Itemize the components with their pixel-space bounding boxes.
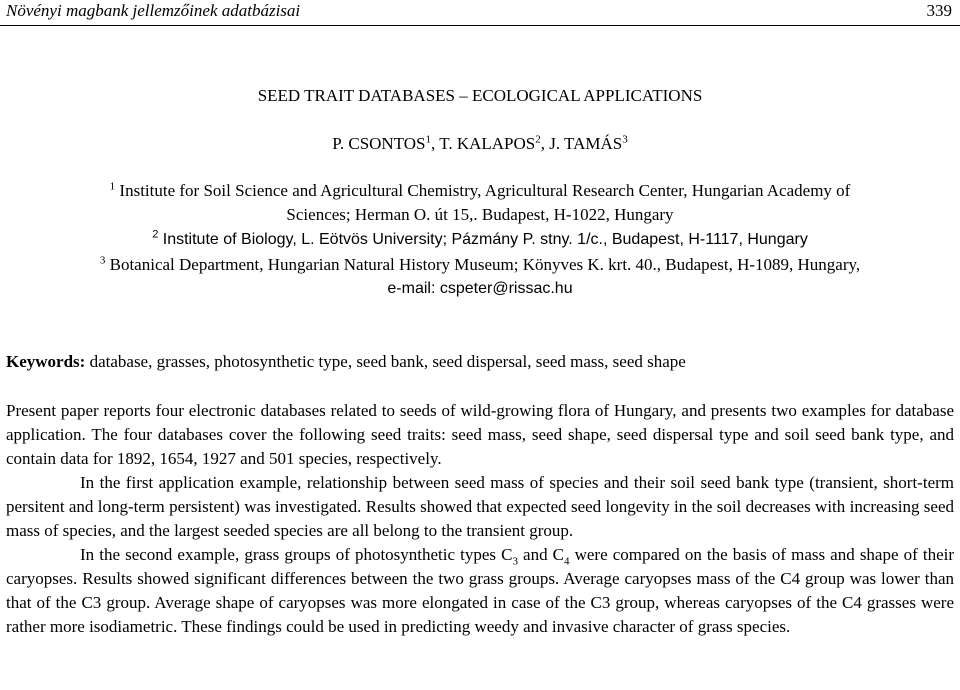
abstract-paragraph-3 (6, 543, 954, 639)
affiliation-3-number: 3 (99, 254, 106, 267)
c4-subscript: 4 (564, 555, 570, 568)
affiliation-2 (0, 229, 960, 251)
author-1: P. CSONTOS (332, 134, 426, 153)
abstract (6, 399, 954, 639)
author-3: J. TAMÁS (549, 134, 623, 153)
author-3-affil: 3 (622, 133, 628, 146)
c3-subscript: 3 (512, 555, 518, 568)
abstract-paragraph-3-text: and C (517, 545, 565, 564)
header-rule (0, 25, 960, 26)
affiliation-1-line-1 (0, 180, 960, 202)
author-separator: , (540, 134, 550, 153)
keywords (6, 351, 956, 373)
keywords-label: Keywords: (6, 352, 86, 371)
running-header (6, 0, 954, 24)
abstract-paragraph-3-text: In the second example, grass groups of photosynthetic types C (80, 545, 513, 564)
page-number: 339 (926, 1, 952, 20)
abstract-paragraph-1: Present paper reports four electronic databases related to seeds of wild-growing flora of Hungary, and presents two examples for database application. The four databases cover the following seed traits: seed mass, seed shape, seed dispersal type and soil seed bank type, and contain data for 1892, 1654, 1927 and 501 species, respectively. (6, 401, 954, 468)
author-2: T. KALAPOS (439, 134, 536, 153)
affiliation-1-number: 1 (109, 180, 116, 193)
affiliation-3 (0, 254, 960, 276)
affiliation-2-text: Institute of Biology, L. Eötvös University; Pázmány P. stny. 1/c., Budapest, H-1117, Hungary (158, 231, 808, 248)
paper-title: SEED TRAIT DATABASES – ECOLOGICAL APPLICATIONS (257, 86, 703, 105)
affiliation-1-line-2: Sciences; Herman O. út 15,. Budapest, H-1022, Hungary (286, 205, 674, 224)
abstract-paragraph-2: In the first application example, relationship between seed mass of species and their soil seed bank type (transient, short-term persitent and long-term persistent) was investigated. Results showed that expected seed longevity in the soil decreases with increasing seed mass of species, and the largest seeded species are all belong to the transient group. (6, 473, 954, 540)
running-title: Növényi magbank jellemzőinek adatbázisai (6, 1, 301, 20)
abstract-paragraph-3-text: were compared on the basis of mass and shape of their caryopses. Results showed significant differences between the two grass groups. Average caryopses mass of the C4 group was lower than that of the C3 group. Average shape of caryopses was more elongated in case of the C3 group, whereas caryopses of the C4 grasses were rather more isodiametric. These findings could be used in predicting weedy and invasive character of grass species. (6, 545, 955, 636)
author-separator: , (431, 134, 440, 153)
contact-email: e-mail: cspeter@rissac.hu (387, 280, 573, 297)
author-1-affil: 1 (425, 133, 432, 146)
author-line (0, 133, 960, 155)
affiliation-3-text: Botanical Department, Hungarian Natural History Museum; Könyves K. krt. 40., Budapest, H-1089, Hungary, (105, 255, 861, 274)
affiliation-2-number: 2 (152, 228, 159, 241)
author-2-affil: 2 (535, 133, 541, 146)
affiliation-1-text: Institute for Soil Science and Agricultural Chemistry, Agricultural Research Center, Hungarian Academy of (115, 181, 851, 200)
keywords-text: database, grasses, photosynthetic type, seed bank, seed dispersal, seed mass, seed shape (85, 352, 686, 371)
